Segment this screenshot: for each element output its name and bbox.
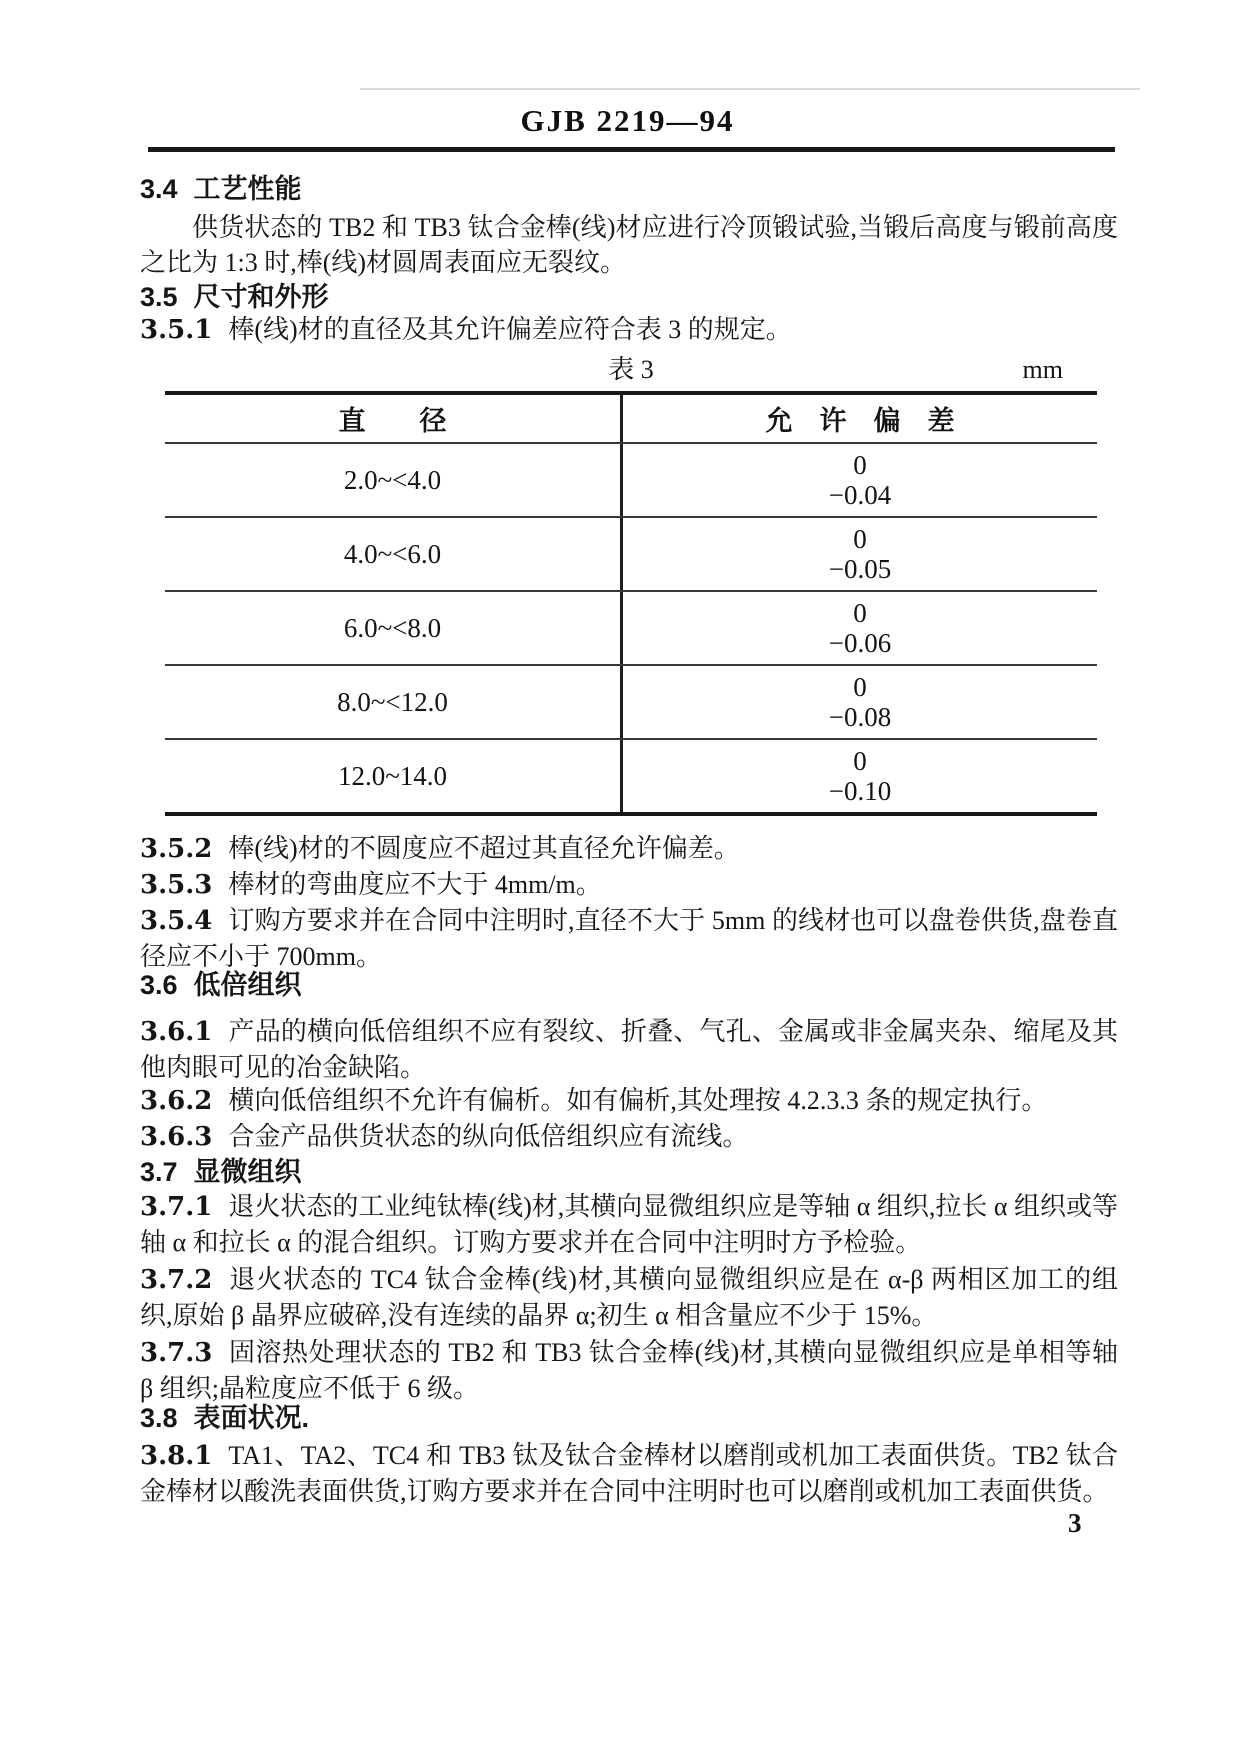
diameter-cell: 8.0~<12.0 <box>165 666 623 738</box>
clause-3-6-3 <box>140 1119 1118 1155</box>
table-unit-label: mm <box>1022 355 1063 384</box>
section-heading-3-7 <box>140 1155 1118 1190</box>
clause-number: 3.5.2 <box>140 834 213 864</box>
clause-text: TA1、TA2、TC4 和 TB3 钛及钛合金棒材以磨削或机加工表面供货。TB2 钛合金棒材以酸洗表面供货,订购方要求并在合同中注明时也可以磨削或机加工表面供货。 <box>140 1441 1118 1506</box>
section-heading-3-4 <box>140 172 1118 207</box>
header-rule <box>148 147 1115 152</box>
deviation-lower: −0.05 <box>828 554 892 584</box>
section-heading-3-6 <box>140 968 1118 1003</box>
page-number: 3 <box>1068 1508 1082 1538</box>
deviation-upper: 0 <box>853 672 867 702</box>
clause-3-7-1 <box>140 1189 1118 1260</box>
clause-3-7-3 <box>140 1335 1118 1406</box>
deviation-cell <box>623 666 1097 738</box>
section-title: 显微组织 <box>193 1157 302 1187</box>
clause-number: 3.6.3 <box>140 1122 213 1152</box>
clause-3-4-paragraph <box>140 210 1118 280</box>
clause-3-6-2 <box>140 1083 1118 1119</box>
table-row <box>165 592 1097 666</box>
clause-number: 3.5.3 <box>140 870 213 900</box>
diameter-cell: 4.0~<6.0 <box>165 518 623 590</box>
clause-3-7-2 <box>140 1262 1118 1333</box>
clause-3-5-4 <box>140 903 1118 974</box>
clause-number: 3.5.4 <box>140 906 213 936</box>
section-title: 尺寸和外形 <box>193 282 329 312</box>
deviation-cell <box>623 592 1097 664</box>
table-header-deviation: 允 许 偏 差 <box>765 406 955 436</box>
clause-number: 3.7.3 <box>140 1338 213 1368</box>
clause-text: 棒材的弯曲度应不大于 4mm/m。 <box>228 870 602 899</box>
clause-text: 固溶热处理状态的 TB2 和 TB3 钛合金棒(线)材,其横向显微组织应是单相等轴 β 组织;晶粒度应不低于 6 级。 <box>140 1338 1118 1403</box>
clause-3-6-1 <box>140 1014 1118 1085</box>
clause-text: 退火状态的工业纯钛棒(线)材,其横向显微组织应是等轴 α 组织,拉长 α 组织或等轴 α 和拉长 α 的混合组织。订购方要求并在合同中注明时方予检验。 <box>140 1192 1118 1257</box>
clause-3-5-3 <box>140 867 1118 903</box>
table-header-diameter: 直 径 <box>165 395 623 442</box>
clause-number: 3.6.2 <box>140 1086 213 1116</box>
clause-3-8-1 <box>140 1438 1118 1509</box>
clause-number: 3.6.1 <box>140 1017 213 1047</box>
deviation-upper: 0 <box>853 524 867 554</box>
table-row <box>165 666 1097 740</box>
section-heading-3-8 <box>140 1401 1118 1436</box>
table-caption-row <box>165 352 1097 387</box>
clause-number: 3.5.1 <box>140 315 213 345</box>
clause-text: 供货状态的 TB2 和 TB3 钛合金棒(线)材应进行冷顶锻试验,当锻后高度与锻前高度之比为 1:3 时,棒(线)材圆周表面应无裂纹。 <box>140 213 1118 277</box>
deviation-lower: −0.06 <box>828 628 892 658</box>
clause-text: 订购方要求并在合同中注明时,直径不大于 5mm 的线材也可以盘卷供货,盘卷直径应不小于 700mm。 <box>140 906 1118 971</box>
deviation-upper: 0 <box>853 598 867 628</box>
deviation-lower: −0.04 <box>828 480 892 510</box>
table-3 <box>165 391 1097 816</box>
table-row <box>165 518 1097 592</box>
section-number: 3.4 <box>140 174 178 204</box>
table-header-row <box>165 395 1097 444</box>
deviation-lower: −0.10 <box>828 776 892 806</box>
clause-number: 3.8.1 <box>140 1441 213 1471</box>
section-title: 表面状况. <box>193 1403 310 1433</box>
clause-3-5-2 <box>140 831 1118 867</box>
deviation-lower: −0.08 <box>828 702 892 732</box>
standard-number-title: GJB 2219—94 <box>520 103 735 138</box>
clause-text: 产品的横向低倍组织不应有裂纹、折叠、气孔、金属或非金属夹杂、缩尾及其他肉眼可见的冶金缺陷。 <box>140 1017 1118 1082</box>
clause-text: 合金产品供货状态的纵向低倍组织应有流线。 <box>228 1122 749 1151</box>
table-caption: 表 3 <box>608 355 654 384</box>
section-number: 3.7 <box>140 1157 178 1187</box>
diameter-cell: 6.0~<8.0 <box>165 592 623 664</box>
diameter-cell: 2.0~<4.0 <box>165 444 623 516</box>
clause-text: 退火状态的 TC4 钛合金棒(线)材,其横向显微组织应是在 α-β 两相区加工的组织,原始 β 晶界应破碎,没有连续的晶界 α;初生 α 相含量应不少于 15%。 <box>140 1265 1118 1330</box>
clause-number: 3.7.2 <box>140 1265 213 1295</box>
section-title: 工艺性能 <box>193 174 302 204</box>
diameter-cell: 12.0~14.0 <box>165 740 623 812</box>
clause-text: 横向低倍组织不允许有偏析。如有偏析,其处理按 4.2.3.3 条的规定执行。 <box>228 1086 1048 1115</box>
section-title: 低倍组织 <box>193 970 302 1000</box>
section-number: 3.8 <box>140 1403 178 1433</box>
clause-number: 3.7.1 <box>140 1192 213 1222</box>
section-heading-3-5 <box>140 280 1118 315</box>
deviation-cell <box>623 740 1097 812</box>
scan-artifact-line <box>360 88 1140 90</box>
clause-text: 棒(线)材的不圆度应不超过其直径允许偏差。 <box>228 834 740 863</box>
deviation-cell <box>623 444 1097 516</box>
section-number: 3.6 <box>140 970 178 1000</box>
section-number: 3.5 <box>140 282 178 312</box>
clause-3-5-1 <box>140 312 1118 348</box>
deviation-cell <box>623 518 1097 590</box>
clause-text: 棒(线)材的直径及其允许偏差应符合表 3 的规定。 <box>228 315 792 344</box>
table-row <box>165 740 1097 812</box>
deviation-upper: 0 <box>853 450 867 480</box>
deviation-upper: 0 <box>853 746 867 776</box>
table-row <box>165 444 1097 518</box>
